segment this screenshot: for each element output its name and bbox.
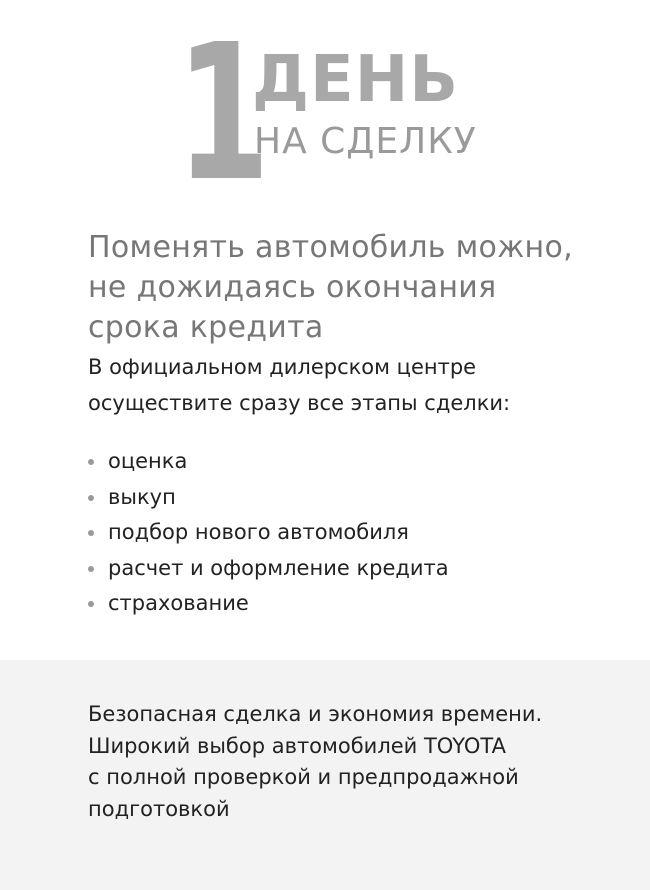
lead-line: срока кредита [88, 310, 324, 345]
list-item-label: страхование [108, 591, 249, 615]
lead-heading [88, 228, 608, 348]
list-item [88, 480, 608, 516]
bullet-icon [88, 530, 94, 536]
footer-text [88, 699, 618, 825]
list-item-label: оценка [108, 449, 188, 473]
intro-line: осуществите сразу все этапы сделки: [88, 391, 511, 415]
hero-number: 1 [176, 4, 265, 223]
intro-text [88, 349, 608, 421]
hero-subtitle: НА СДЕЛКУ [254, 121, 477, 162]
intro-line: В официальном дилерском центре [88, 355, 477, 379]
hero-header [0, 0, 650, 223]
hero-title: ДЕНЬ [252, 43, 460, 117]
list-item [88, 515, 608, 551]
list-item [88, 551, 608, 587]
footer-line: Широкий выбор автомобилей TOYOTA [88, 733, 506, 758]
list-item-label: подбор нового автомобиля [108, 520, 409, 544]
footer-line: с полной проверкой и предпродажной [88, 765, 519, 789]
list-item [88, 586, 608, 622]
footer-line: подготовкой [88, 796, 230, 821]
deal-steps-list [88, 444, 608, 622]
footer-line: Безопасная сделка и экономия времени. [88, 702, 543, 726]
list-item [88, 444, 608, 480]
lead-line: Поменять автомобиль можно, [88, 230, 573, 265]
lead-line: не дожидаясь окончания [88, 270, 497, 305]
bullet-icon [88, 566, 94, 572]
bullet-icon [88, 459, 94, 465]
bullet-icon [88, 495, 94, 501]
bullet-icon [88, 601, 94, 607]
list-item-label: расчет и оформление кредита [108, 555, 449, 580]
list-item-label: выкуп [108, 484, 176, 509]
